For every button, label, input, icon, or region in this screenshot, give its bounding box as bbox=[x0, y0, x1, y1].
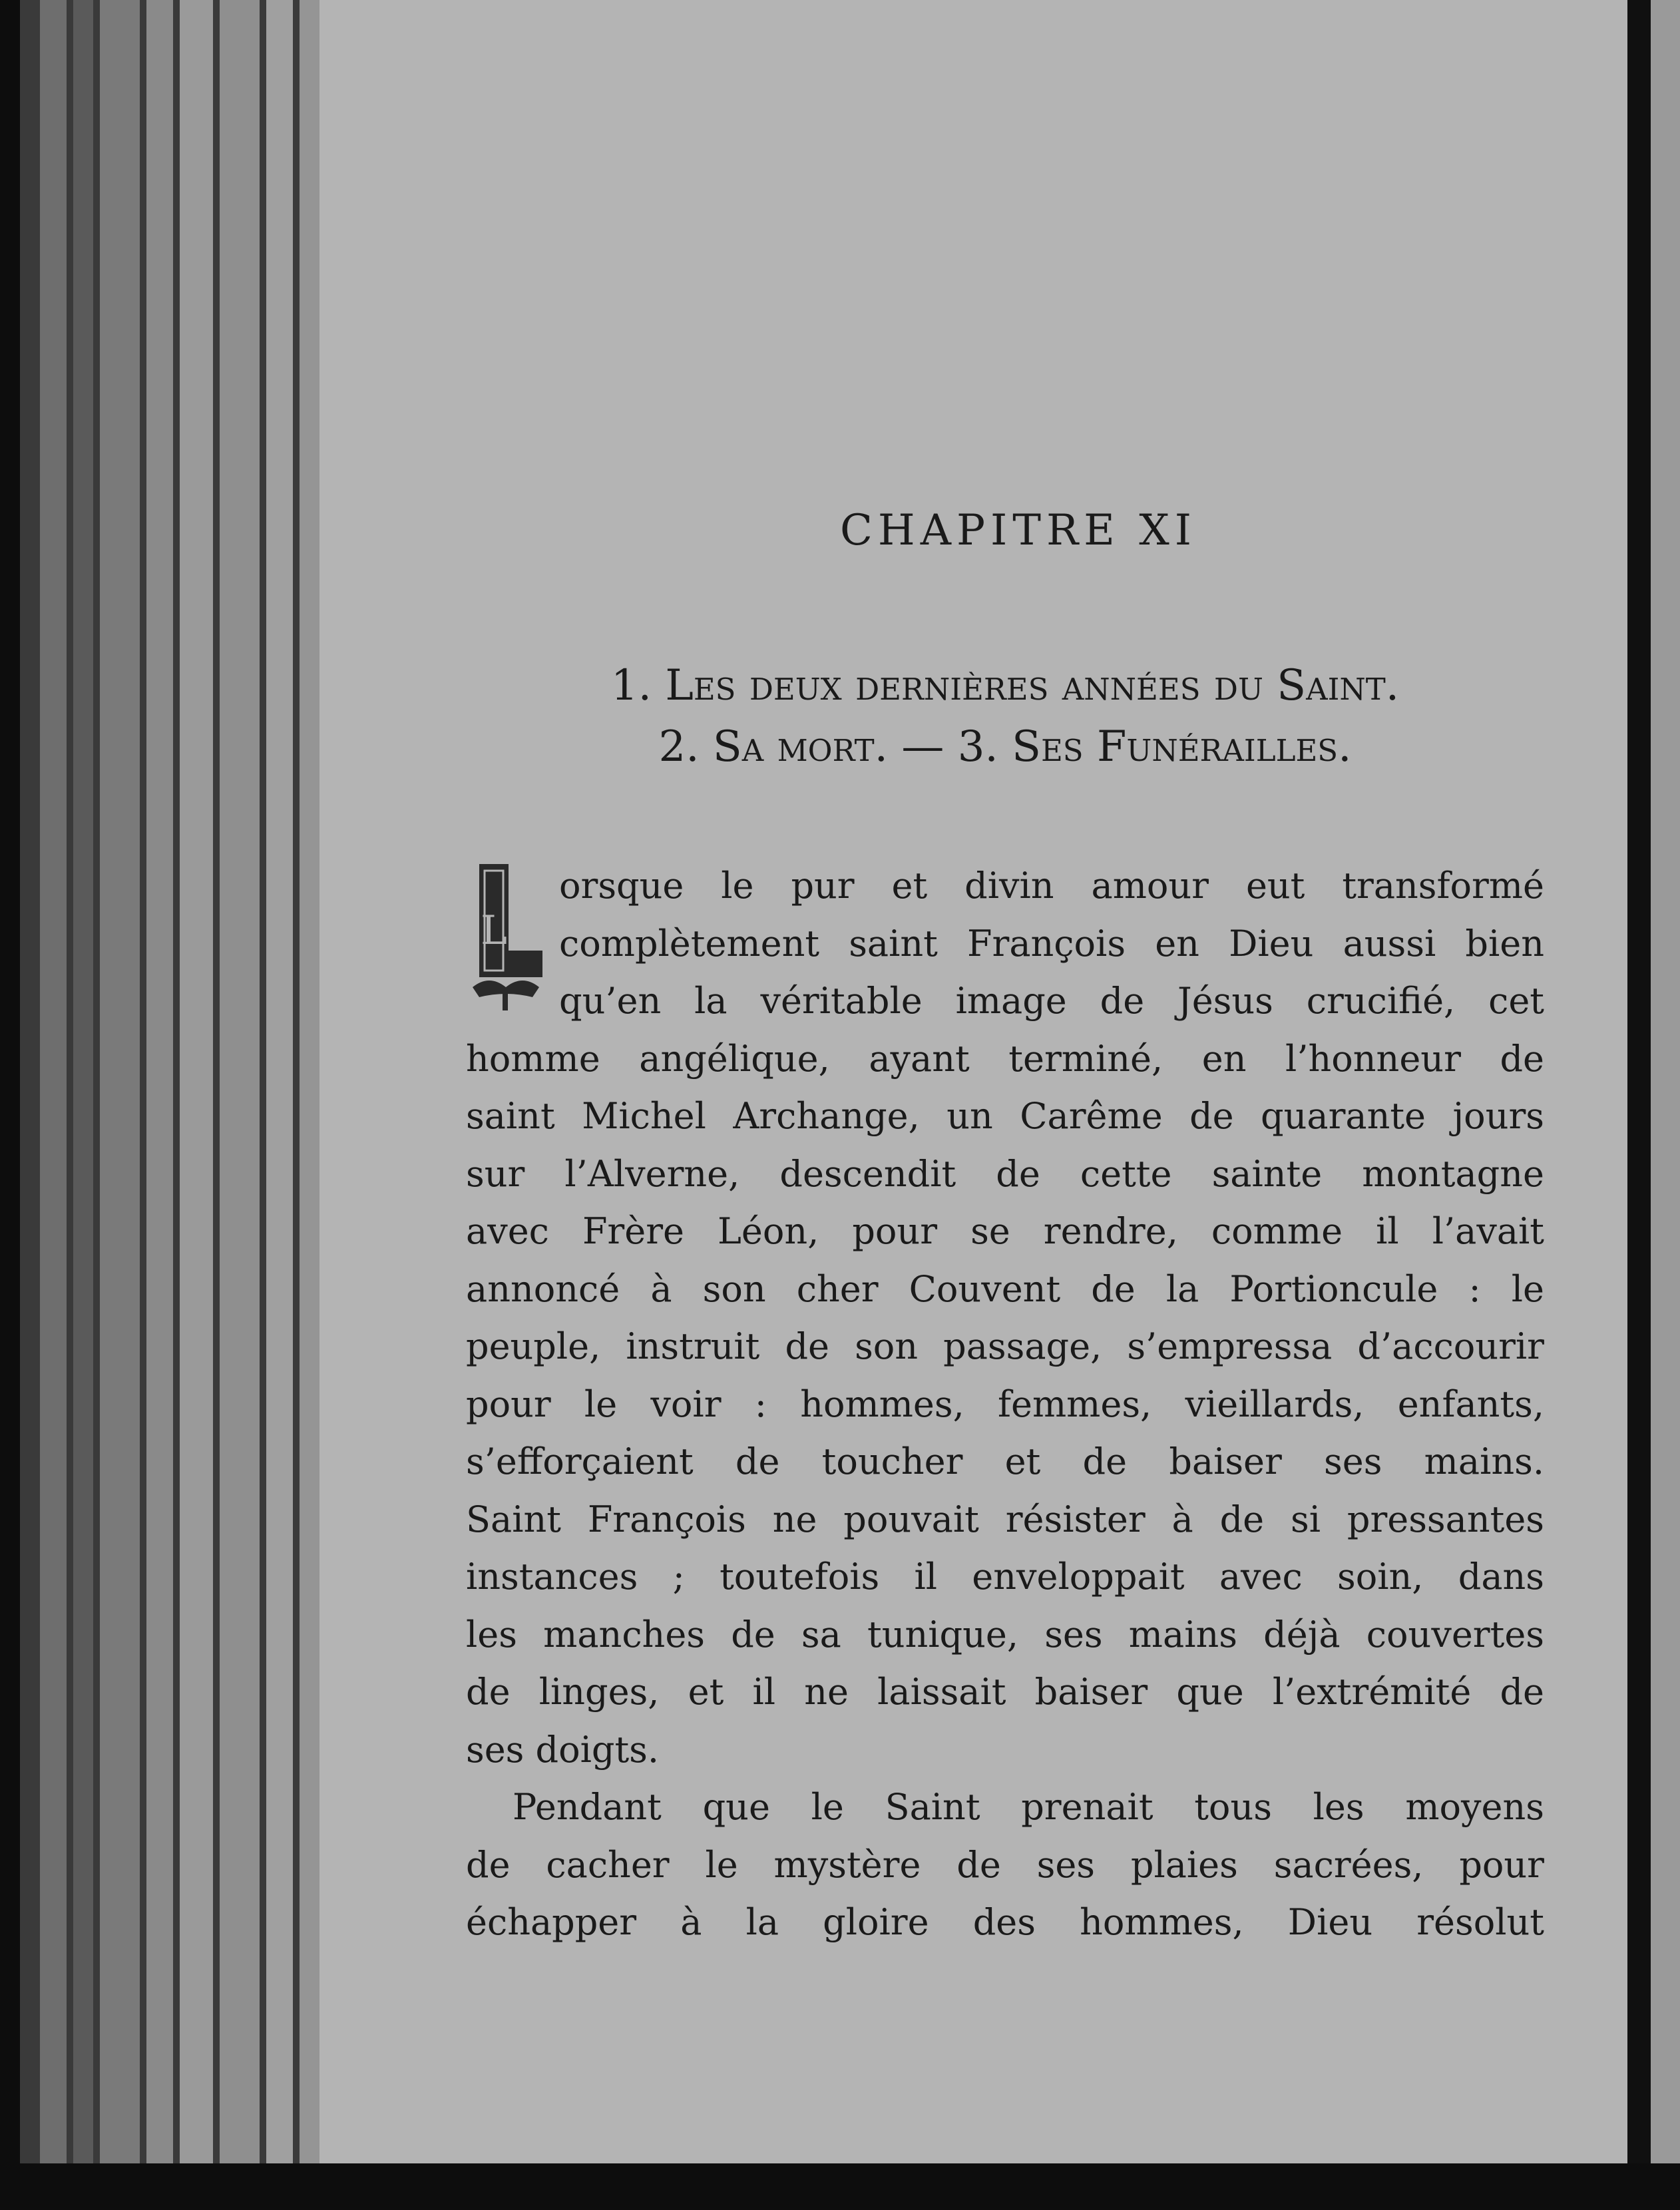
page-edges bbox=[20, 0, 326, 2163]
paragraph-2 bbox=[466, 1779, 1544, 1952]
paragraph-1 bbox=[466, 857, 1544, 1779]
text-line: instances ; toutefois il enveloppait avec soin, dans bbox=[466, 1556, 1544, 1598]
text-line: pour le voir : hommes, femmes, vieillards, enfants, bbox=[466, 1383, 1544, 1425]
text-line: les manches de sa tunique, ses mains déjà couvertes bbox=[466, 1613, 1544, 1656]
text-line: Saint François ne pouvait résister à de si pressantes bbox=[466, 1498, 1544, 1540]
text-line: sur l’Alverne, descendit de cette sainte montagne bbox=[466, 1152, 1544, 1195]
chapter-summary bbox=[466, 655, 1544, 777]
text-line: échapper à la gloire des hommes, Dieu résolut bbox=[466, 1901, 1544, 1943]
text-line: orsque le pur et divin amour eut transformé bbox=[559, 865, 1544, 907]
text-line: annoncé à son cher Couvent de la Portioncule : le bbox=[466, 1267, 1544, 1310]
text-line: de cacher le mystère de ses plaies sacrées, pour bbox=[466, 1843, 1544, 1886]
text-line: de linges, et il ne laissait baiser que l’extrémité de bbox=[466, 1671, 1544, 1713]
text-line: avec Frère Léon, pour se rendre, comme il l’avait bbox=[466, 1210, 1544, 1252]
text-line: ses doigts. bbox=[466, 1728, 660, 1771]
text-line: s’efforçaient de toucher et de baiser ses mains. bbox=[466, 1440, 1544, 1482]
drop-cap-letter: L bbox=[481, 907, 507, 954]
text-line: homme angélique, ayant terminé, en l’honneur de bbox=[466, 1037, 1544, 1080]
chapter-title: CHAPITRE XI bbox=[839, 506, 1197, 555]
text-line: complètement saint François en Dieu aussi bien bbox=[559, 922, 1544, 965]
drop-cap-ornament bbox=[466, 864, 546, 1010]
summary-line-1: 1. Les deux dernières années du Saint. bbox=[610, 661, 1400, 710]
summary-line-2: 2. Sa mort. — 3. Ses Funérailles. bbox=[658, 722, 1352, 772]
text-line: saint Michel Archange, un Carême de quarante jours bbox=[466, 1095, 1544, 1137]
text-line: Pendant que le Saint prenait tous les moyens bbox=[513, 1786, 1544, 1828]
text-line: peuple, instruit de son passage, s’empressa d’accourir bbox=[466, 1325, 1544, 1367]
body-text bbox=[466, 857, 1544, 1952]
page-text bbox=[466, 466, 1544, 1952]
text-line: qu’en la véritable image de Jésus crucifié, cet bbox=[559, 980, 1544, 1022]
